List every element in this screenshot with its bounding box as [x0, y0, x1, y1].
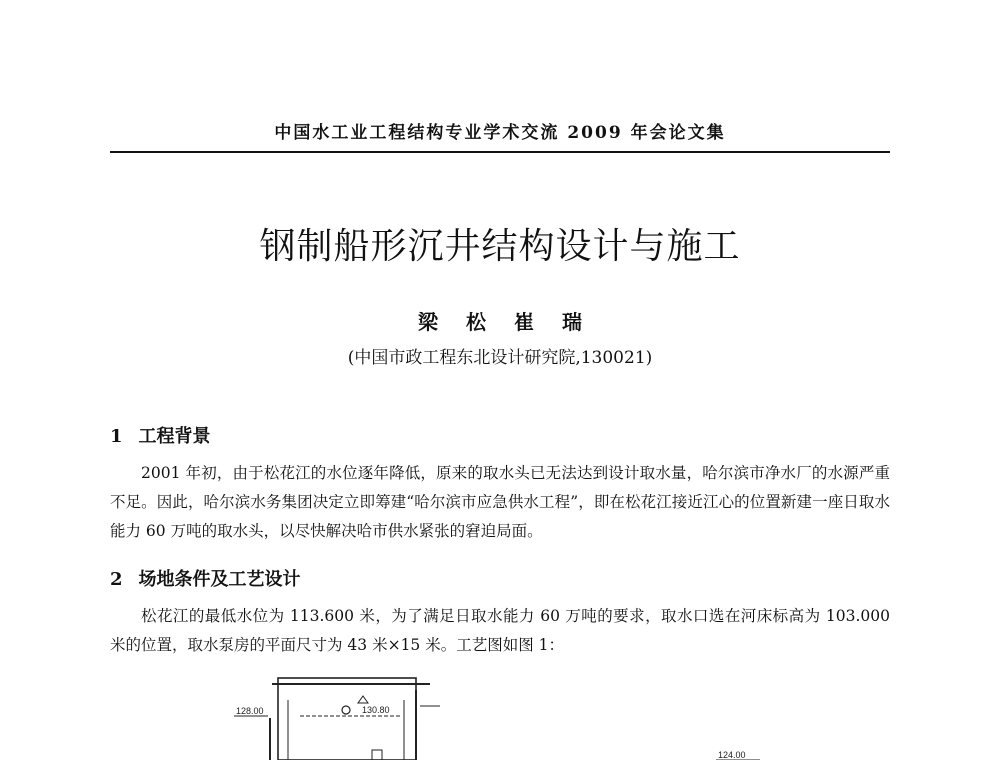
author-char: 梁 — [418, 310, 438, 334]
section-title: 工程背景 — [138, 426, 211, 447]
header-rule — [110, 151, 890, 153]
section-1-paragraph: 2001 年初，由于松花江的水位逐年降低，原来的取水头已无法达到设计取水量，哈尔滨市净水厂的水源严重不足。因此，哈尔滨水务集团决定立即筹建“哈尔滨市应急供水工程”，即在松花江接近江心的位置新建一座日取水能力 60 万吨的取水头，以尽快解决哈市供水紧张的窘迫局面。 — [110, 464, 890, 540]
section-number: 1 — [110, 426, 123, 447]
elevation-label-top: 130.80 — [362, 705, 390, 715]
pipe-opening — [372, 750, 382, 760]
author-char: 松 — [466, 310, 486, 334]
running-header: 中国水工业工程结构专业学术交流 2009 年会论文集 — [274, 123, 726, 143]
paper-title: 钢制船形沉井结构设计与施工 — [259, 226, 741, 267]
elevation-label-right: 124.00 — [718, 750, 746, 760]
section-title: 场地条件及工艺设计 — [138, 569, 301, 590]
figure-1-drawing — [0, 670, 1000, 760]
crane-hook — [342, 706, 350, 714]
affiliation: (中国市政工程东北设计研究院,130021) — [347, 348, 653, 368]
section-number: 2 — [110, 569, 123, 590]
author-char: 瑞 — [562, 310, 582, 334]
elevation-label-left: 128.00 — [236, 706, 264, 716]
author-char: 崔 — [514, 310, 534, 334]
elevation-triangle — [358, 696, 368, 703]
author-list — [110, 306, 890, 335]
section-2-paragraph: 松花江的最低水位为 113.600 米，为了满足日取水能力 60 万吨的要求，取水口选在河床标高为 103.000 米的位置，取水泵房的平面尺寸为 43 米×15 米。工艺图如图 1： — [110, 607, 890, 654]
section-heading-2 — [110, 565, 301, 591]
caisson-outline — [278, 678, 416, 760]
section-heading-1 — [110, 422, 211, 448]
